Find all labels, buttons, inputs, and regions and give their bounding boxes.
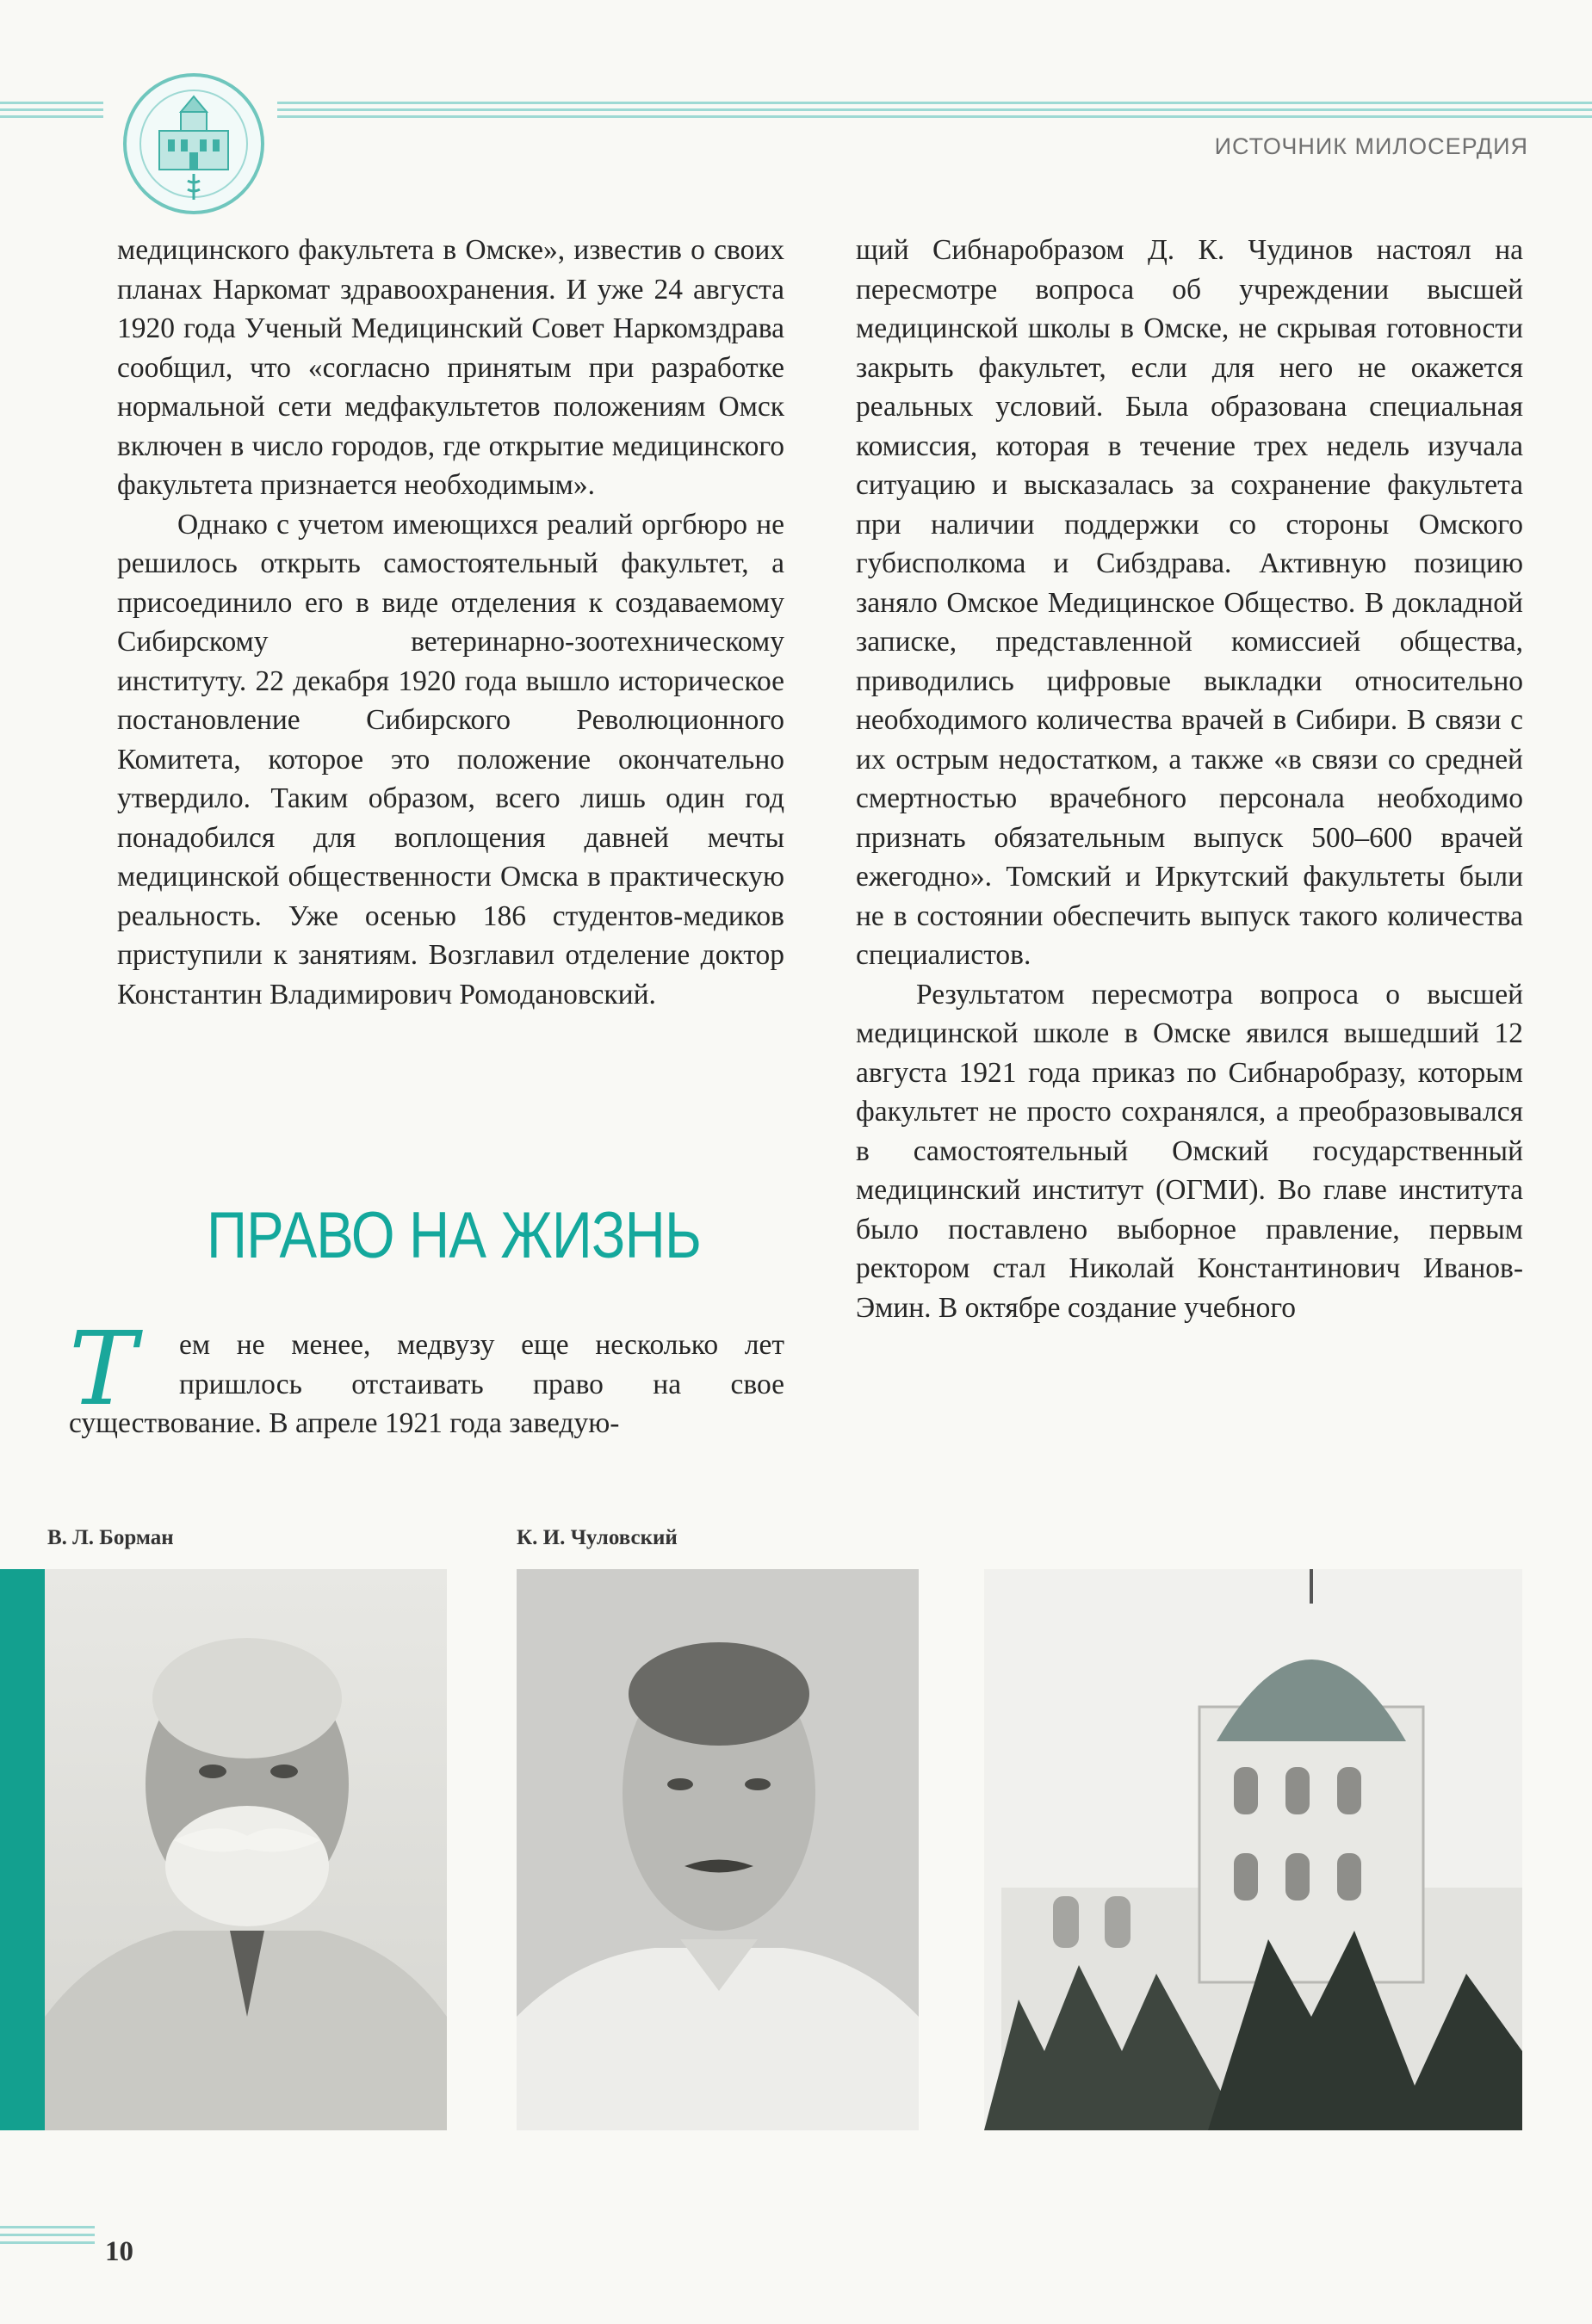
- paragraph: Однако с учетом имеющихся реалий оргбюро не решилось открыть самостоятельный факультет, а присоединило его в виде отделения к создаваемому Сибирскому ветеринарно-зоотехническому институту. 22 декабря 1920 года вышло историческое постановление Сибирского Революционного Комитета, которое это положение окончательно утвердило. Таким образом, всего лишь один год понадобился для воплощения давней мечты медицинской общественности Омска в практическую реальность. Уже осенью 186 студентов-медиков приступили к занятиям. Возглавил отделение доктор Константин Владимирович Ромодановский.: [117, 508, 784, 1011]
- text-column-left: [117, 231, 784, 1014]
- portrait-photo-borman: [45, 1569, 447, 2130]
- text-column-right: [856, 231, 1523, 1327]
- paragraph: щий Сибнаробразом Д. К. Чудинов настоял на пересмотре вопроса об учреждении высшей медицинской школы в Омске, не скрывая готовности закрыть факультет, если для него не окажется реальных условий. Была образована специальная комиссия, которая в течение трех недель изучала ситуацию и высказалась за сохранение факультета при наличии поддержки со стороны Омского губисполкома и Сибздрава. Активную позицию заняло Омское Медицинское Общество. В докладной записке, представленной комиссией общества, приводились цифровые выкладки относительно необходимого количества врачей в Сибири. В связи с их острым недостатком, а также «в связи со средней смертностью врачебного персонала необходимо признать обязательным выпуск 500–600 врачей ежегодно». Томский и Иркутский факультеты были не в состоянии обеспечить выпуск такого количества специалистов.: [856, 234, 1523, 971]
- dropcap-letter: Т: [69, 1309, 137, 1428]
- building-photo: [984, 1569, 1522, 2130]
- paragraph: медицинского факультета в Омске», известив о своих планах Наркомат здравоохранения. И уже 24 августа 1920 года Ученый Медицинский Совет Наркомздрава сообщил, что «согласно принятым при разработке нормальной сети медфакультетов положениям Омск включен в число городов, где открытие медицинского факультета признается необходимым».: [117, 234, 784, 501]
- paragraph: Результатом пересмотра вопроса о высшей медицинской школе в Омске явился вышедший 12 августа 1921 года приказ по Сибнаробразу, которым факультет не просто сохранялся, а преобразовывался в самостоятельный Омский государственный медицинский институт (ОГМИ). Во главе института было поставлено выборное правление, первым ректором стал Николай Константинович Иванов-Эмин. В октябре создание учебного: [856, 978, 1523, 1324]
- page-number: 10: [105, 2236, 133, 2267]
- paragraph: ем не менее, медвузу еще несколько лет пришлось отстаивать право на свое существование. В апреле 1921 года заведую-: [69, 1329, 784, 1439]
- photo-caption: К. И. Чуловский: [517, 1526, 678, 1549]
- dropcap-paragraph: [69, 1309, 784, 1446]
- teal-side-strip: [0, 1569, 45, 2130]
- running-title: ИСТОЧНИК МИЛОСЕРДИЯ: [1214, 133, 1528, 159]
- footer-rule: [0, 2226, 95, 2249]
- section-heading: ПРАВО НА ЖИЗНЬ: [207, 1199, 702, 1272]
- academy-logo-icon: [121, 71, 267, 217]
- portrait-photo-chulovsky: [517, 1569, 919, 2130]
- photo-caption: В. Л. Борман: [47, 1526, 174, 1549]
